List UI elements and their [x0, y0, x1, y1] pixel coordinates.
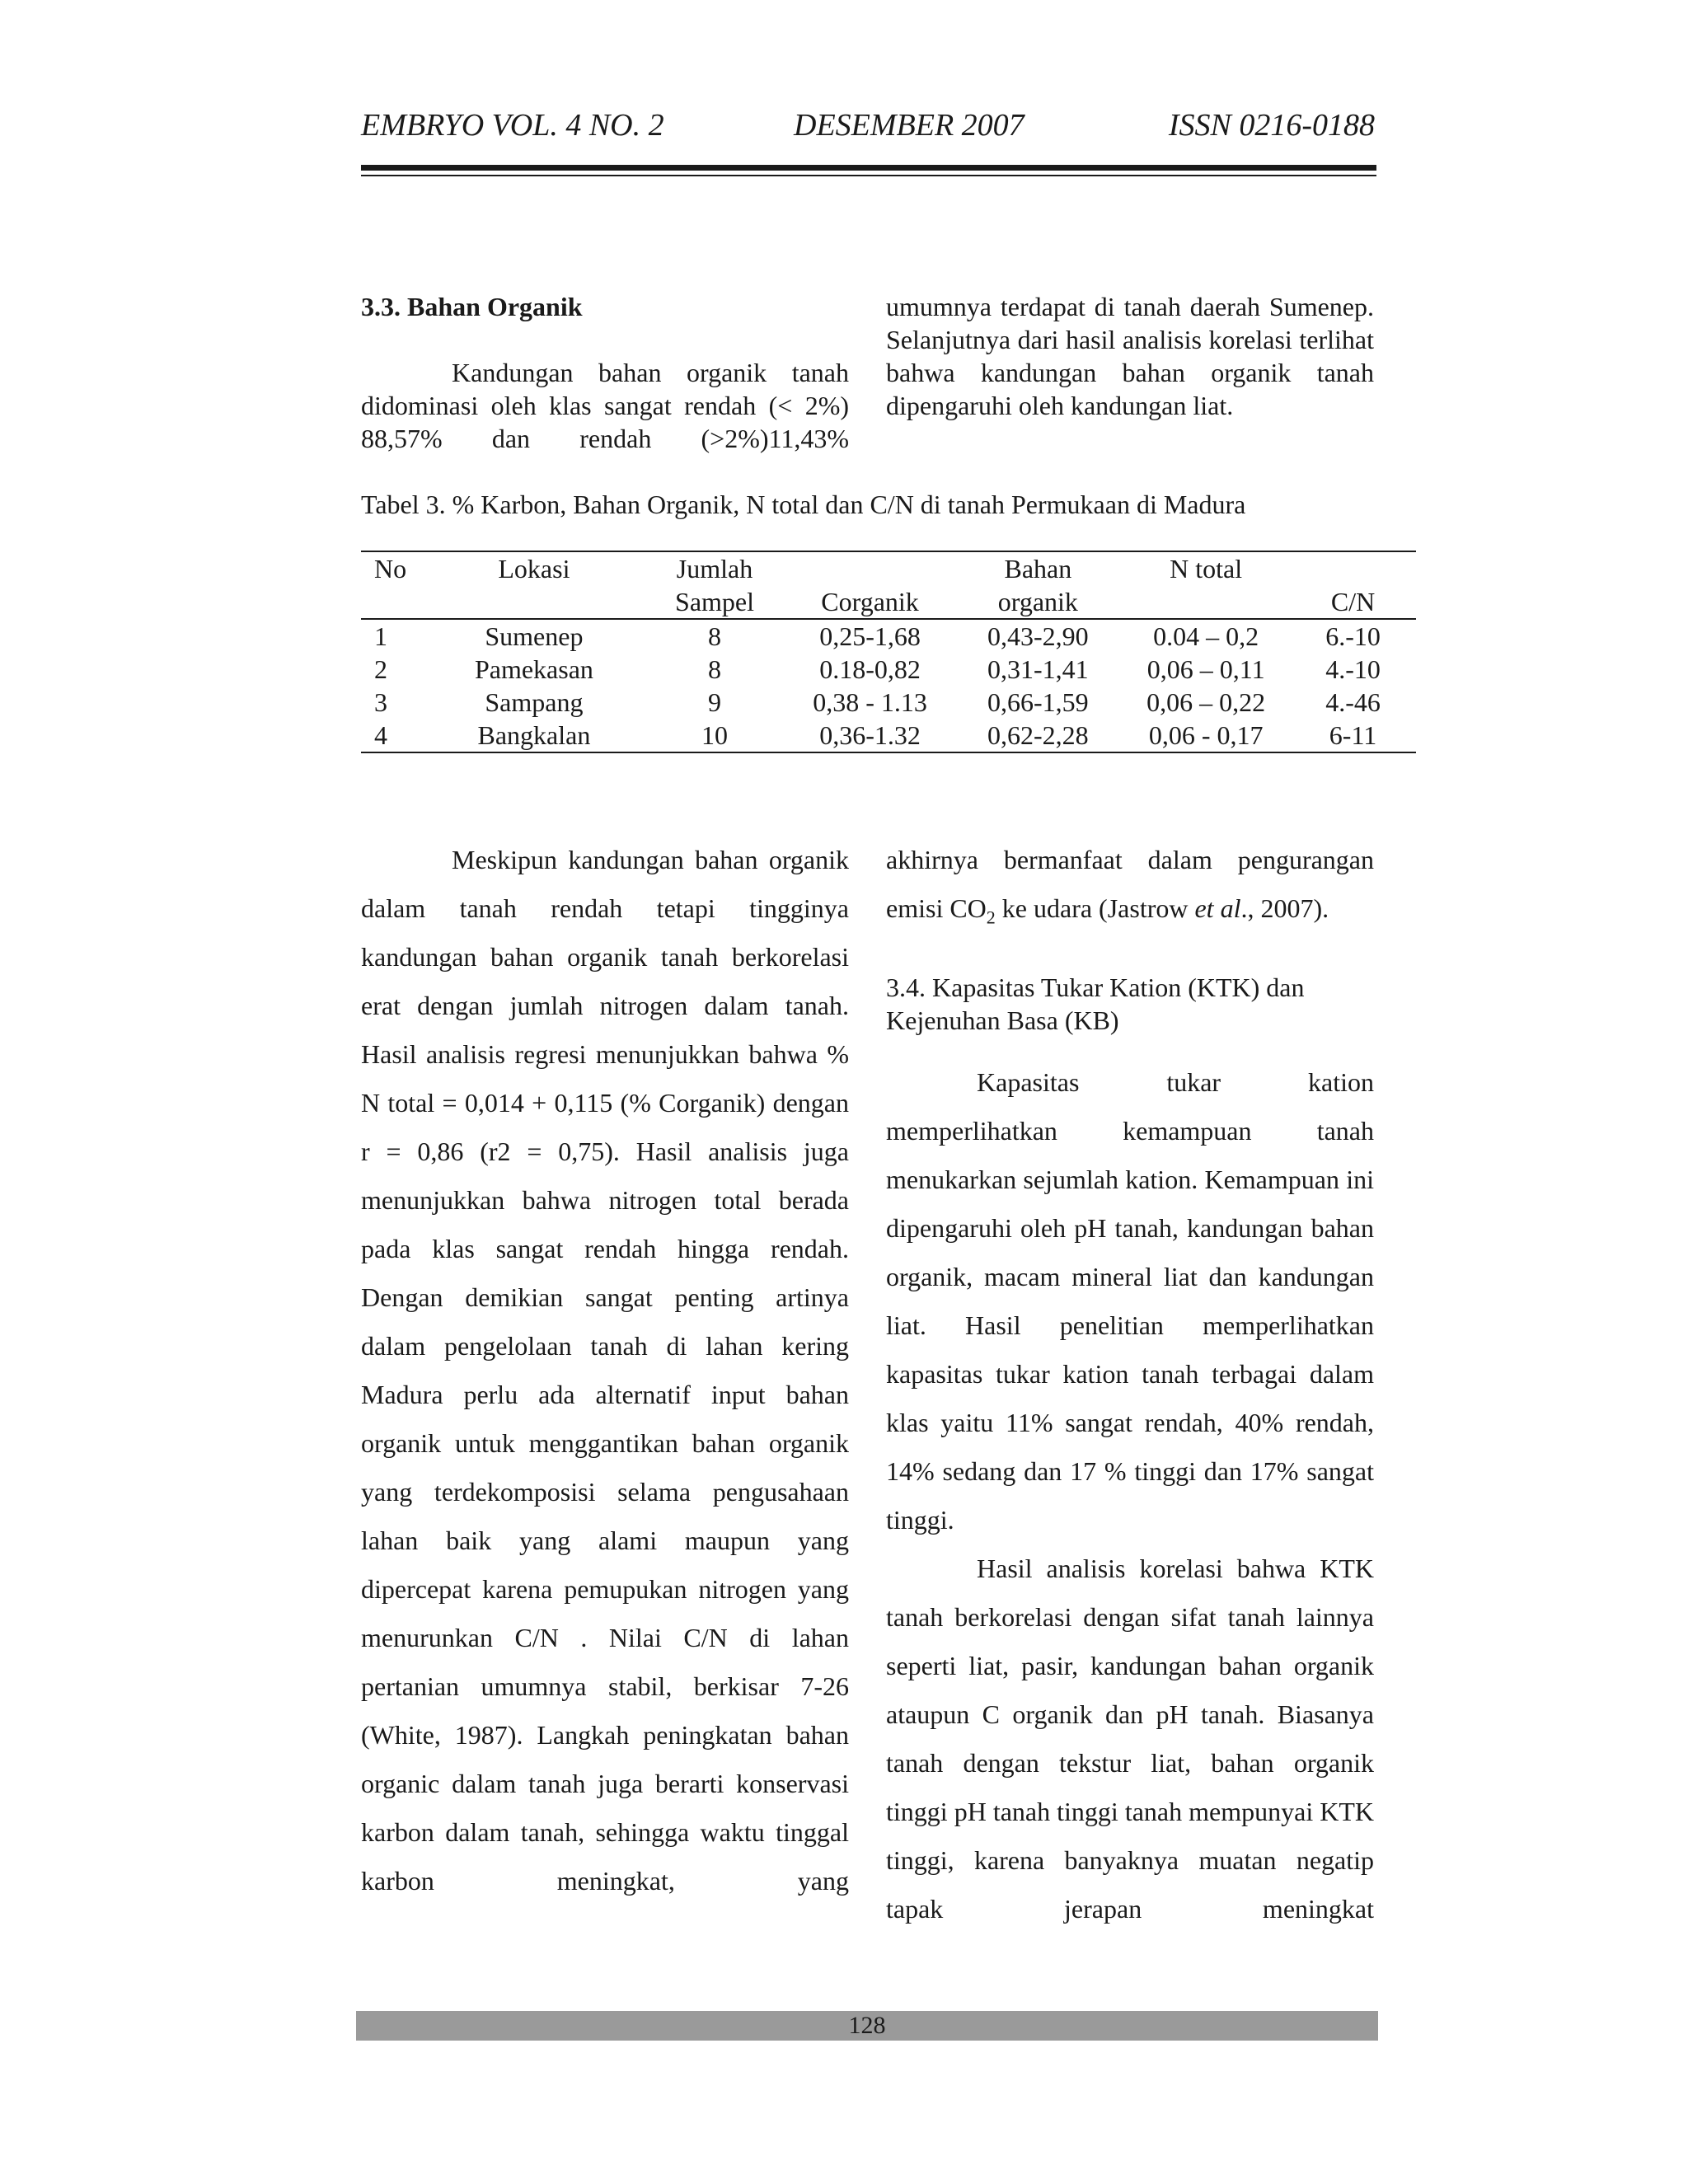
table-row — [361, 719, 1416, 752]
cell-jumlah: 10 — [643, 719, 785, 752]
cell-jumlah: 8 — [708, 654, 721, 684]
cell-cn: 4.-46 — [1325, 687, 1381, 717]
section-3-3-left — [361, 290, 849, 455]
cell-ntotal: 0.04 – 0,2 — [1153, 621, 1259, 651]
cell-no: 2 — [374, 654, 387, 684]
regression-paragraph: Meskipun kandungan bahan organik dalam tanah rendah tetapi tingginya kandungan bahan organik tanah berkorelasi erat dengan jumlah nitrogen dalam tanah. Hasil analisis regresi menunjukkan bahwa % N total = 0,014 + 0,115 (% Corganik) dengan r = 0,86 (r2 = 0,75). Hasil analisis juga menunjukkan bahwa nitrogen total berada pada klas sangat rendah hingga rendah. Dengan demikian sangat penting artinya dalam pengelolaan tanah di lahan kering Madura perlu ada alternatif input bahan organik untuk menggantikan bahan organik yang terdekomposisi selama pengusahaan lahan baik yang alami maupun yang dipercepat karena pemupukan nitrogen yang menurunkan C/N . Nilai C/N di lahan pertanian umumnya stabil, berkisar 7-26 (White, 1987). Langkah peningkatan bahan organic dalam tanah juga berarti konservasi karbon dalam tanah, sehingga waktu tinggal karbon meningkat, yang — [361, 845, 849, 1896]
col-header-bahan-1: Bahan — [954, 551, 1122, 585]
cell-corganik: 0,25-1,68 — [819, 621, 921, 651]
cell-cn: 6-11 — [1290, 719, 1416, 752]
footer-bar — [356, 2011, 1378, 2041]
journal-name: EMBRYO VOL. 4 NO. 2 — [361, 108, 664, 143]
table-3 — [361, 551, 1416, 753]
cell-bahan: 0,43-2,90 — [987, 621, 1089, 651]
cell-bahan: 0,62-2,28 — [954, 719, 1122, 752]
issn: ISSN 0216-0188 — [1168, 108, 1375, 143]
cell-ntotal: 0,06 – 0,11 — [1146, 654, 1265, 684]
section-3-3-paragraph: Kandungan bahan organik tanah didominasi oleh klas sangat rendah (< 2%) 88,57% dan rendah (>2%)11,43% — [361, 358, 849, 453]
header-rule-thick — [361, 165, 1376, 171]
ktk-paragraph-1: Kapasitas tukar kation memperlihatkan kemampuan tanah menukarkan sejumlah kation. Kemampuan ini dipengaruhi oleh pH tanah, kandungan bahan organik, macam mineral liat dan kandungan liat. Hasil penelitian memperlihatkan kapasitas tukar kation tanah terbagai dalam klas yaitu 11% sangat rendah, 40% rendah, 14% sedang dan 17 % tinggi dan 17% sangat tinggi. — [886, 1067, 1374, 1535]
page-number: 128 — [848, 2012, 886, 2039]
cell-lokasi: Sumenep — [485, 621, 584, 651]
header-rule-thin — [361, 175, 1376, 176]
cell-jumlah: 9 — [708, 687, 721, 717]
cell-cn: 4.-10 — [1325, 654, 1381, 684]
cell-corganik: 0,36-1.32 — [786, 719, 954, 752]
col-header-jumlah-1: Jumlah — [643, 551, 785, 585]
ktk-paragraph-2: Hasil analisis korelasi bahwa KTK tanah berkorelasi dengan sifat tanah lainnya seperti liat, pasir, kandungan bahan organik ataupun C organik dan pH tanah. Biasanya tanah dengan tekstur liat, bahan organik tinggi pH tanah tinggi tanah mempunyai KTK tinggi, karena banyaknya muatan negatip tapak jerapan meningkat — [886, 1554, 1374, 1924]
cell-lokasi: Pamekasan — [474, 654, 593, 684]
cell-no: 3 — [374, 687, 387, 717]
cell-ntotal: 0,06 - 0,17 — [1122, 719, 1290, 752]
section-3-3-continuation: umumnya terdapat di tanah daerah Sumenep. Selanjutnya dari hasil analisis korelasi terlihat bahwa kandungan bahan organik tanah dipengaruhi oleh kandungan liat. — [886, 292, 1374, 420]
cell-no: 1 — [374, 621, 387, 651]
section-3-4-title: 3.4. Kapasitas Tukar Kation (KTK) dan Kejenuhan Basa (KB) — [886, 972, 1305, 1036]
cell-lokasi: Sampang — [485, 687, 584, 717]
cell-bahan: 0,31-1,41 — [987, 654, 1089, 684]
cell-bahan: 0,66-1,59 — [987, 687, 1089, 717]
section-3-3-title: 3.3. Bahan Organik — [361, 292, 583, 321]
lower-right-column — [886, 836, 1374, 1933]
cell-jumlah: 8 — [708, 621, 721, 651]
col-header-cn: C/N — [1290, 585, 1416, 619]
col-header-no: No — [361, 551, 424, 585]
col-header-ntotal: N total — [1122, 551, 1290, 585]
col-header-bahan-2: organik — [954, 585, 1122, 619]
col-header-jumlah-2: Sampel — [643, 585, 785, 619]
table-row — [361, 653, 1416, 686]
cell-corganik: 0.18-0,82 — [819, 654, 921, 684]
cell-lokasi: Bangkalan — [424, 719, 643, 752]
table-row — [361, 619, 1416, 653]
section-3-3-right — [886, 290, 1374, 422]
col-header-corganik: Corganik — [786, 585, 954, 619]
col-header-lokasi: Lokasi — [424, 551, 643, 585]
table-3-caption: Tabel 3. % Karbon, Bahan Organik, N total dan C/N di tanah Permukaan di Madura — [361, 490, 1246, 519]
cell-cn: 6.-10 — [1325, 621, 1381, 651]
cell-ntotal: 0,06 – 0,22 — [1146, 687, 1266, 717]
continuation-paragraph: akhirnya bermanfaat dalam pengurangan emisi $CO_2$ ke udara (Jastrow et al., 2007). — [886, 845, 1374, 928]
table-row — [361, 686, 1416, 719]
running-header — [361, 107, 1375, 148]
cell-corganik: 0,38 - 1.13 — [813, 687, 927, 717]
cell-no: 4 — [361, 719, 424, 752]
lower-left-column — [361, 836, 849, 1905]
issue-date: DESEMBER 2007 — [794, 108, 1025, 143]
